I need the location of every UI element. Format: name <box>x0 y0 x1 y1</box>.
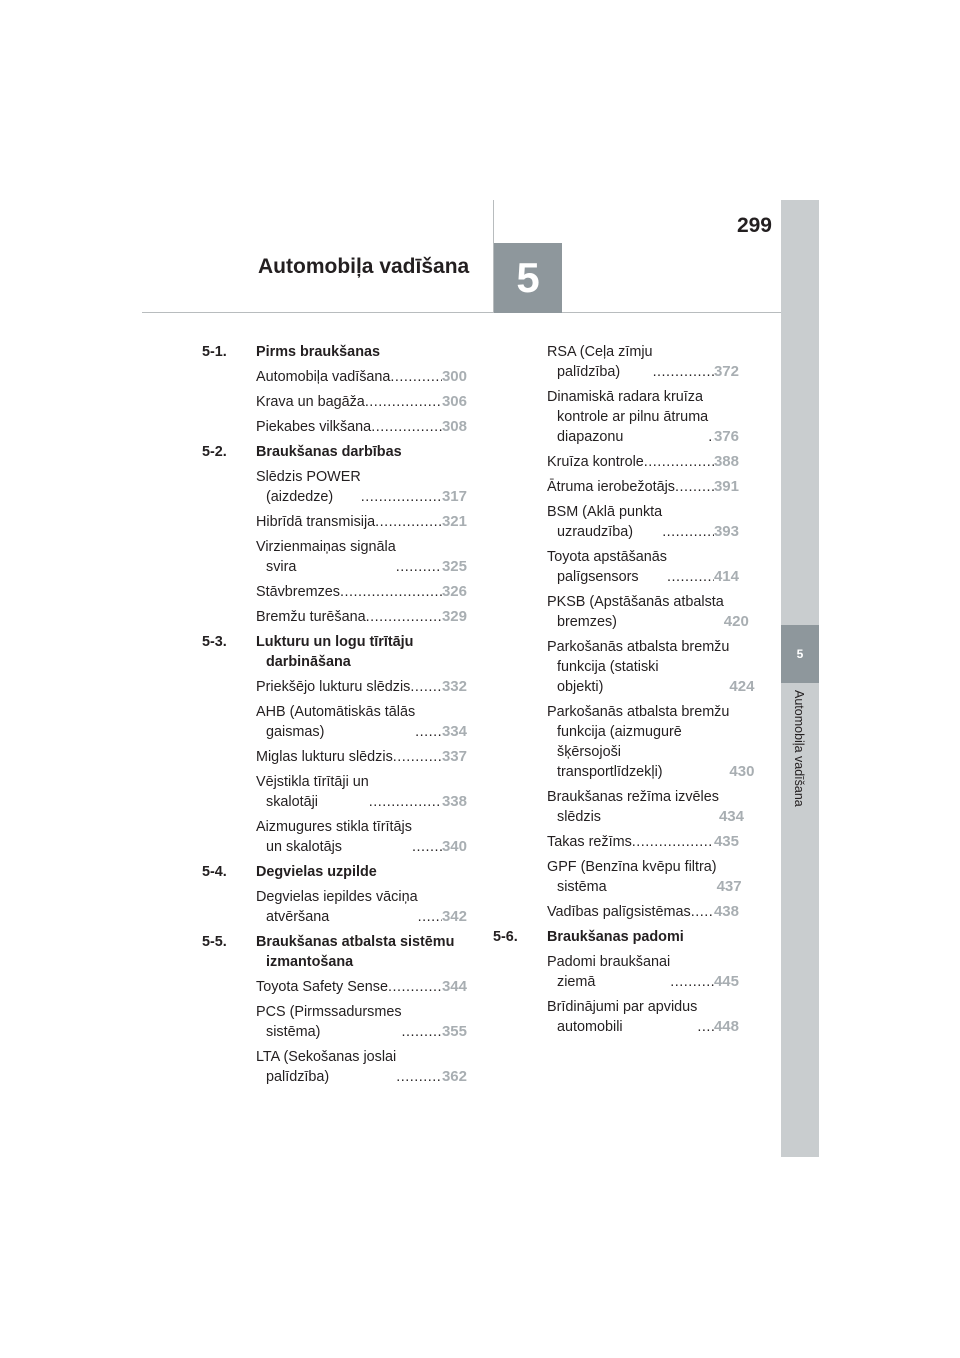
toc-page-link[interactable]: 393 <box>713 523 739 540</box>
toc-page-link[interactable]: 437 <box>716 878 742 895</box>
toc-entry-label <box>256 1002 402 1042</box>
toc-section-title-line: Braukšanas padomi <box>547 929 684 945</box>
toc-section-title <box>256 932 467 972</box>
toc-dot-leader <box>653 362 714 382</box>
toc-entry-label <box>256 702 415 742</box>
toc-entry-label-line: PKSB (Apstāšanās atbalsta <box>547 594 724 610</box>
toc-entry-label <box>256 467 361 507</box>
toc-dot-leader <box>365 392 442 412</box>
toc-section-number: 5-1. <box>202 344 227 360</box>
toc-section-title <box>547 927 739 947</box>
toc-section-number: 5-2. <box>202 444 227 460</box>
toc-page-link[interactable]: 435 <box>713 833 739 850</box>
toc-section-heading <box>202 932 467 972</box>
toc-page-link[interactable]: 340 <box>441 838 467 855</box>
toc-entry[interactable] <box>493 477 739 497</box>
toc-dot-leader <box>375 512 442 532</box>
toc-section-heading <box>202 342 467 362</box>
toc-entry[interactable] <box>202 607 467 627</box>
toc-dot-leader <box>390 367 442 387</box>
toc-page-link[interactable]: 388 <box>713 453 739 470</box>
toc-entry-label-line: palīgsensors <box>557 569 639 585</box>
toc-page-link[interactable]: 391 <box>713 478 739 495</box>
toc-page-link[interactable]: 438 <box>713 903 739 920</box>
toc-page-link[interactable]: 376 <box>713 428 739 445</box>
toc-section-title-line: Braukšanas atbalsta sistēmu <box>256 934 455 950</box>
header-horizontal-rule <box>142 312 781 313</box>
toc-entry-label <box>256 367 390 387</box>
toc-entry-label-line: automobili <box>557 1019 623 1035</box>
toc-entry-label-line: uzraudzība) <box>557 524 633 540</box>
toc-dot-leader <box>632 832 714 852</box>
toc-entry-label-line: BSM (Aklā punkta <box>547 504 663 520</box>
toc-entry-label-line: atvēršana <box>266 909 330 925</box>
toc-section-number: 5-3. <box>202 634 227 650</box>
toc-entry[interactable] <box>493 902 739 922</box>
toc-page-link[interactable]: 337 <box>441 748 467 765</box>
toc-entry[interactable] <box>202 977 467 997</box>
toc-page-link[interactable]: 372 <box>713 363 739 380</box>
toc-entry-label-line: Piekabes vilkšana <box>256 419 372 435</box>
toc-entry[interactable] <box>202 677 467 697</box>
toc-entry[interactable] <box>202 467 467 507</box>
toc-dot-leader <box>675 477 714 497</box>
toc-page-link[interactable]: 306 <box>441 393 467 410</box>
toc-entry[interactable] <box>202 747 467 767</box>
toc-dot-leader <box>697 1017 714 1037</box>
toc-entry-label <box>547 637 729 697</box>
toc-entry-label <box>547 902 691 922</box>
toc-entry[interactable] <box>202 887 467 927</box>
toc-entry-label-line: transportlīdzekļi) <box>557 764 663 780</box>
toc-entry-label-line: Automobiļa vadīšana <box>256 369 391 385</box>
toc-dot-leader <box>662 522 714 542</box>
toc-entry-label-line: Stāvbremzes <box>256 584 340 600</box>
toc-page-link[interactable]: 362 <box>441 1068 467 1085</box>
toc-entry-label <box>256 582 340 602</box>
toc-entry[interactable] <box>493 857 742 897</box>
toc-dot-leader <box>410 677 442 697</box>
toc-section-title <box>256 632 467 672</box>
toc-entry-label-line: gaismas) <box>266 724 325 740</box>
toc-entry-label-line: funkcija (aizmugurē <box>557 724 682 740</box>
toc-entry[interactable] <box>202 417 467 437</box>
toc-page-link[interactable]: 424 <box>729 678 755 695</box>
toc-entry[interactable] <box>202 1002 467 1042</box>
toc-entry-label <box>547 857 717 897</box>
toc-section-number: 5-4. <box>202 864 227 880</box>
toc-page-link[interactable]: 329 <box>441 608 467 625</box>
toc-dot-leader <box>396 557 442 577</box>
toc-dot-leader <box>388 977 442 997</box>
toc-entry-label-line: funkcija (statiski <box>557 659 659 675</box>
toc-section-title <box>256 342 467 362</box>
toc-page-link[interactable]: 430 <box>729 763 755 780</box>
toc-entry-label <box>547 702 729 782</box>
toc-dot-leader <box>415 722 442 742</box>
toc-dot-leader <box>361 487 442 507</box>
toc-page-link[interactable]: 344 <box>441 978 467 995</box>
toc-entry[interactable] <box>493 832 739 852</box>
toc-entry-label-line: AHB (Automātiskās tālās <box>256 704 416 720</box>
toc-entry-label <box>256 817 412 857</box>
toc-entry-label <box>256 512 375 532</box>
toc-page-link[interactable]: 445 <box>713 973 739 990</box>
toc-entry-label <box>256 977 388 997</box>
toc-entry[interactable] <box>493 502 739 542</box>
toc-entry-label-line: RSA (Ceļa zīmju <box>547 344 653 360</box>
toc-entry-label-line: sistēma <box>557 879 607 895</box>
toc-entry-label-line: Parkošanās atbalsta bremžu <box>547 704 730 720</box>
toc-entry-label <box>256 887 418 927</box>
toc-entry[interactable] <box>202 512 467 532</box>
toc-entry[interactable] <box>202 582 467 602</box>
toc-dot-leader <box>396 1067 442 1087</box>
toc-entry[interactable] <box>202 367 467 387</box>
toc-entry[interactable] <box>493 592 749 632</box>
toc-entry-label-line: Vadības palīgsistēmas <box>547 904 691 920</box>
toc-entry-label-line: Padomi braukšanai <box>547 954 671 970</box>
toc-entry-label <box>547 477 675 497</box>
toc-entry-label <box>547 592 724 632</box>
toc-dot-leader <box>667 567 714 587</box>
toc-entry-label <box>547 547 667 587</box>
toc-page-link[interactable]: 355 <box>441 1023 467 1040</box>
toc-section-title-line: Lukturu un logu tīrītāju <box>256 634 414 650</box>
toc-entry-label-line: Slēdzis POWER <box>256 469 361 485</box>
toc-entry[interactable] <box>202 537 467 577</box>
toc-dot-leader <box>418 907 442 927</box>
toc-entry-label <box>547 387 708 447</box>
toc-entry-label-line: Toyota Safety Sense <box>256 979 388 995</box>
toc-entry-label-line: svira <box>266 559 297 575</box>
toc-dot-leader <box>402 1022 442 1042</box>
toc-page-link[interactable]: 321 <box>441 513 467 530</box>
toc-entry-label-line: sistēma) <box>266 1024 321 1040</box>
toc-dot-leader <box>644 452 714 472</box>
toc-entry-label <box>547 997 697 1037</box>
toc-section-heading <box>202 862 467 882</box>
toc-entry[interactable] <box>493 702 755 782</box>
toc-entry-label-line: Priekšējo lukturu slēdzis <box>256 679 411 695</box>
chapter-number-tab: 5 <box>494 243 562 313</box>
toc-section-number: 5-5. <box>202 934 227 950</box>
toc-entry-label <box>547 952 670 992</box>
toc-entry[interactable] <box>493 787 744 827</box>
toc-dot-leader <box>369 792 442 812</box>
toc-entry-label-line: šķērsojoši <box>557 744 621 760</box>
toc-entry[interactable] <box>202 817 467 857</box>
toc-page-link[interactable]: 414 <box>713 568 739 585</box>
toc-entry[interactable] <box>202 772 467 812</box>
toc-entry-label-line: Aizmugures stikla tīrītājs <box>256 819 412 835</box>
toc-entry-label-line: kontrole ar pilnu ātruma <box>557 409 709 425</box>
toc-entry[interactable] <box>493 387 739 447</box>
toc-entry-label-line: Dinamiskā radara kruīza <box>547 389 703 405</box>
toc-entry-label-line: Ātruma ierobežotājs <box>547 479 675 495</box>
toc-entry-label-line: skalotāji <box>266 794 318 810</box>
toc-page-link[interactable]: 308 <box>441 418 467 435</box>
toc-entry-label-line: PCS (Pirmssadursmes <box>256 1004 402 1020</box>
toc-page-link[interactable]: 338 <box>441 793 467 810</box>
toc-entry[interactable] <box>493 952 739 992</box>
toc-page-link[interactable]: 434 <box>718 808 744 825</box>
toc-entry-label-line: Kruīza kontrole <box>547 454 644 470</box>
sidebar-chapter-label: Automobiļa vadīšana <box>792 690 806 807</box>
toc-page-link[interactable]: 332 <box>441 678 467 695</box>
toc-entry-label-line: palīdzība) <box>266 1069 330 1085</box>
toc-page-link[interactable]: 448 <box>713 1018 739 1035</box>
toc-entry-label-line: (aizdedze) <box>266 489 334 505</box>
toc-section-title-line: Braukšanas darbības <box>256 444 402 460</box>
toc-entry[interactable] <box>493 637 755 697</box>
toc-entry-label-line: Hibrīdā transmisija <box>256 514 376 530</box>
toc-section-heading <box>493 927 739 947</box>
toc-entry-label-line: LTA (Sekošanas joslai <box>256 1049 397 1065</box>
toc-section-title-line: izmantošana <box>266 954 354 970</box>
toc-entry[interactable] <box>202 1047 467 1087</box>
toc-column-right <box>493 342 755 1042</box>
toc-entry[interactable] <box>202 702 467 742</box>
toc-entry-label <box>256 772 369 812</box>
toc-entry-label-line: slēdzis <box>557 809 601 825</box>
toc-section-heading <box>202 442 467 462</box>
toc-entry-label-line: Degvielas iepildes vāciņa <box>256 889 418 905</box>
toc-entry-label-line: un skalotājs <box>266 839 342 855</box>
toc-entry-label-line: Brīdinājumi par apvidus <box>547 999 698 1015</box>
toc-entry-label-line: Toyota apstāšanās <box>547 549 668 565</box>
toc-entry[interactable] <box>493 342 739 382</box>
toc-entry-label <box>256 607 366 627</box>
toc-entry-label-line: Vējstikla tīrītāji un <box>256 774 369 790</box>
toc-page-link[interactable]: 317 <box>441 488 467 505</box>
toc-section-title <box>256 442 467 462</box>
toc-entry-label <box>256 747 393 767</box>
toc-entry-label <box>547 832 632 852</box>
toc-entry-label-line: ziemā <box>557 974 596 990</box>
toc-page-link[interactable]: 326 <box>441 583 467 600</box>
toc-dot-leader <box>670 972 714 992</box>
toc-entry-label-line: bremzes) <box>557 614 617 630</box>
toc-entry-label <box>547 452 644 472</box>
toc-entry-label <box>256 537 396 577</box>
sidebar-chapter-tab[interactable]: 5 <box>781 625 819 683</box>
toc-page-link[interactable]: 300 <box>441 368 467 385</box>
toc-dot-leader <box>393 747 442 767</box>
toc-entry-label <box>256 417 371 437</box>
toc-section-title <box>256 862 467 882</box>
toc-entry-label-line: GPF (Benzīna kvēpu filtra) <box>547 859 717 875</box>
toc-entry-label <box>547 502 662 542</box>
toc-entry-label <box>256 392 365 412</box>
toc-dot-leader <box>371 417 442 437</box>
toc-dot-leader <box>412 837 442 857</box>
toc-dot-leader <box>691 902 714 922</box>
toc-entry[interactable] <box>493 452 739 472</box>
toc-entry-label-line: Takas režīms <box>547 834 632 850</box>
toc-section-title-line: Degvielas uzpilde <box>256 864 377 880</box>
toc-entry-label <box>256 677 410 697</box>
toc-entry-label-line: palīdzība) <box>557 364 621 380</box>
toc-entry-label-line: Braukšanas režīma izvēles <box>547 789 719 805</box>
toc-dot-leader <box>366 607 442 627</box>
toc-entry-label <box>547 787 719 827</box>
toc-page-link[interactable]: 334 <box>441 723 467 740</box>
chapter-title: Automobiļa vadīšana <box>258 255 470 278</box>
toc-entry[interactable] <box>493 997 739 1037</box>
toc-page-link[interactable]: 342 <box>441 908 467 925</box>
page-number: 299 <box>736 214 772 237</box>
toc-column-left <box>202 342 467 1092</box>
toc-page-link[interactable]: 420 <box>723 613 749 630</box>
toc-section-number: 5-6. <box>493 929 518 945</box>
toc-entry-label-line: Miglas lukturu slēdzis <box>256 749 393 765</box>
toc-section-heading <box>202 632 467 672</box>
toc-entry-label-line: objekti) <box>557 679 604 695</box>
toc-entry-label-line: Virzienmaiņas signāla <box>256 539 396 555</box>
toc-entry[interactable] <box>493 547 739 587</box>
toc-section-title-line: darbināšana <box>266 654 351 670</box>
toc-entry-label-line: Krava un bagāža <box>256 394 365 410</box>
toc-entry-label-line: Parkošanās atbalsta bremžu <box>547 639 730 655</box>
toc-entry-label <box>256 1047 396 1087</box>
toc-entry-label-line: diapazonu <box>557 429 624 445</box>
toc-section-title-line: Pirms braukšanas <box>256 344 380 360</box>
toc-page-link[interactable]: 325 <box>441 558 467 575</box>
toc-entry-label <box>547 342 653 382</box>
toc-entry[interactable] <box>202 392 467 412</box>
toc-entry-label-line: Bremžu turēšana <box>256 609 366 625</box>
toc-dot-leader <box>340 582 442 602</box>
